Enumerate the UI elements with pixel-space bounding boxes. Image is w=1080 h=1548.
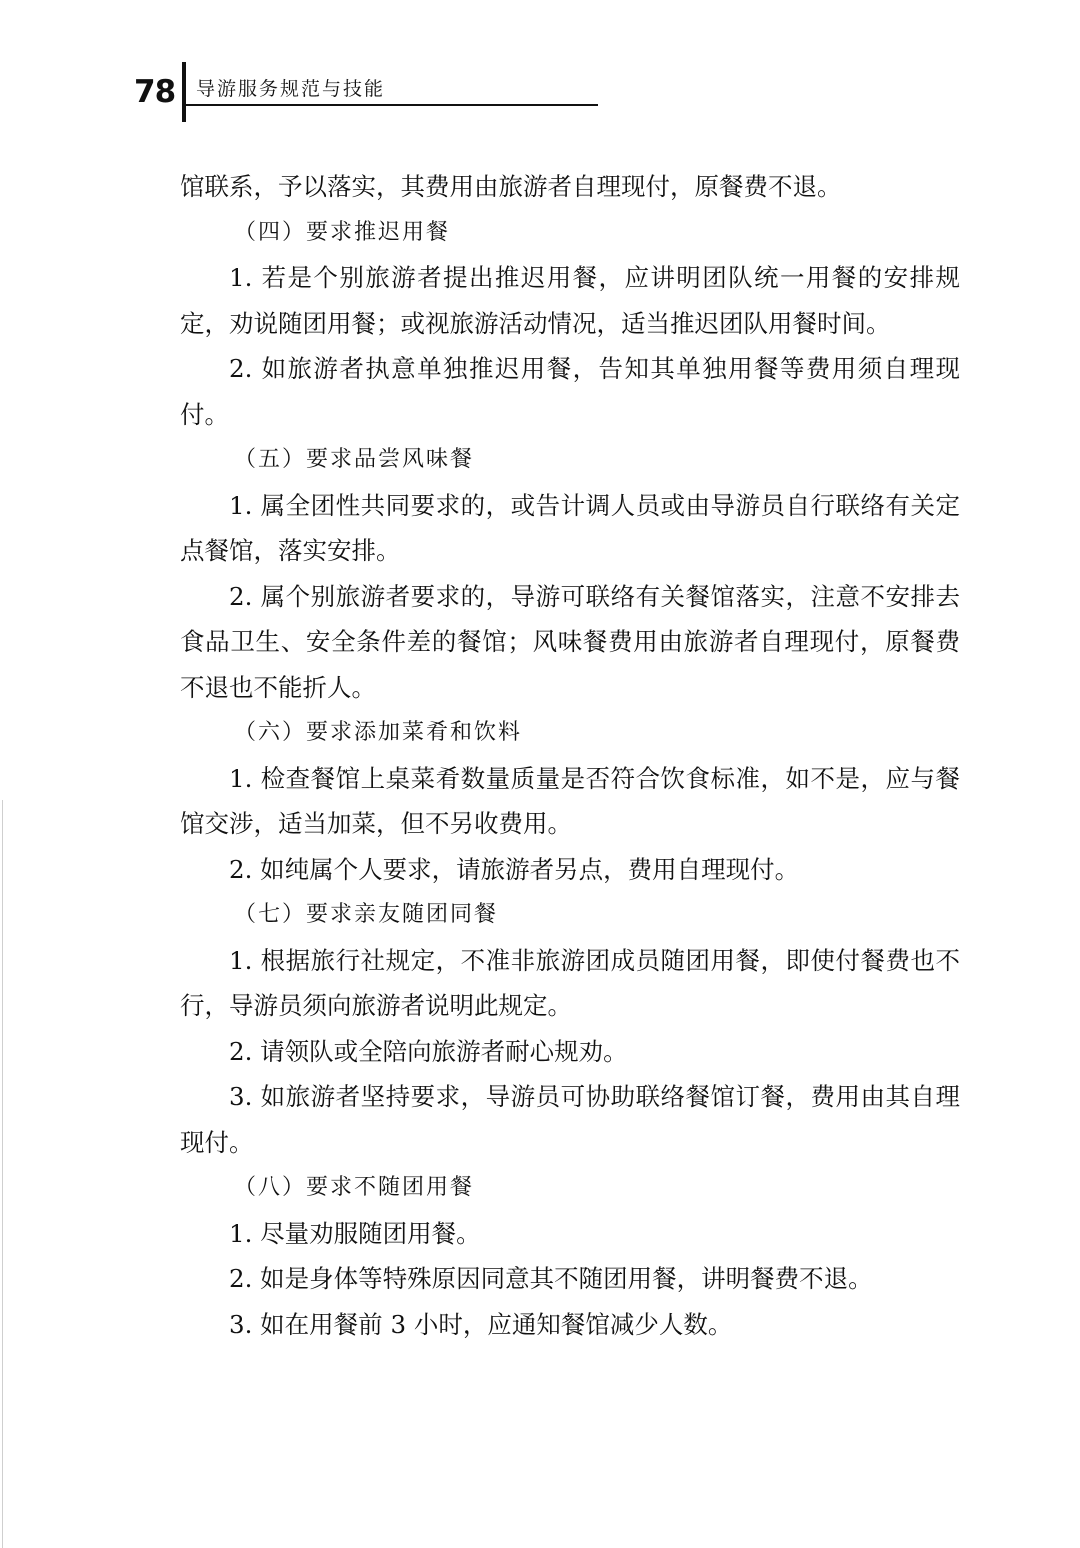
paragraph: 2. 如纯属个人要求，请旅游者另点，费用自理现付。 (229, 854, 800, 884)
paragraph: 馆联系，予以落实，其费用由旅游者自理现付，原餐费不退。 (180, 172, 842, 201)
header-divider (182, 62, 186, 122)
section-heading: （六）要求添加菜肴和饮料 (234, 720, 523, 745)
section-heading: （四）要求推迟用餐 (234, 219, 451, 245)
paragraph: 2. 属个别旅游者要求的，导游可联络有关餐馆落实，注意不安排去食品卫生、安全条件差的餐馆；风味餐费用由旅游者自理现付，原餐费不退也不能折人。 (180, 581, 960, 702)
paragraph: 1. 尽量劝服随团用餐。 (229, 1218, 481, 1248)
paragraph: 1. 检查餐馆上桌菜肴数量质量是否符合饮食标准，如不是，应与餐馆交涉，适当加菜，但不另收费用。 (180, 763, 960, 838)
paragraph: 2. 如是身体等特殊原因同意其不随团用餐，讲明餐费不退。 (229, 1264, 873, 1293)
paragraph: 1. 根据旅行社规定，不准非旅游团成员随团用餐，即使付餐费也不行，导游员须向旅游者说明此规定。 (180, 945, 960, 1020)
page-number: 78 (134, 74, 176, 110)
paragraph: 1. 若是个别旅游者提出推迟用餐，应讲明团队统一用餐的安排规定，劝说随团用餐；或视旅游活动情况，适当推迟团队用餐时间。 (180, 263, 960, 338)
paragraph: 3. 如在用餐前 3 小时，应通知餐馆减少人数。 (229, 1309, 733, 1339)
running-title: 导游服务规范与技能 (196, 78, 386, 100)
page-header (0, 0, 1080, 130)
paragraph: 3. 如旅游者坚持要求，导游员可协助联络餐馆订餐，费用由其自理现付。 (180, 1082, 960, 1157)
section-heading: （七）要求亲友随团同餐 (234, 902, 499, 927)
paragraph: 2. 请领队或全陪向旅游者耐心规劝。 (229, 1036, 628, 1066)
paragraph: 2. 如旅游者执意单独推迟用餐，告知其单独用餐等费用须自理现付。 (180, 354, 960, 429)
scan-margin-line (2, 800, 3, 1548)
header-rule (186, 104, 598, 106)
page-body (180, 164, 960, 1347)
section-heading: （五）要求品尝风味餐 (234, 447, 475, 472)
section-heading: （八）要求不随团用餐 (234, 1175, 475, 1200)
paragraph: 1. 属全团性共同要求的，或告计调人员或由导游员自行联络有关定点餐馆，落实安排。 (180, 490, 960, 565)
